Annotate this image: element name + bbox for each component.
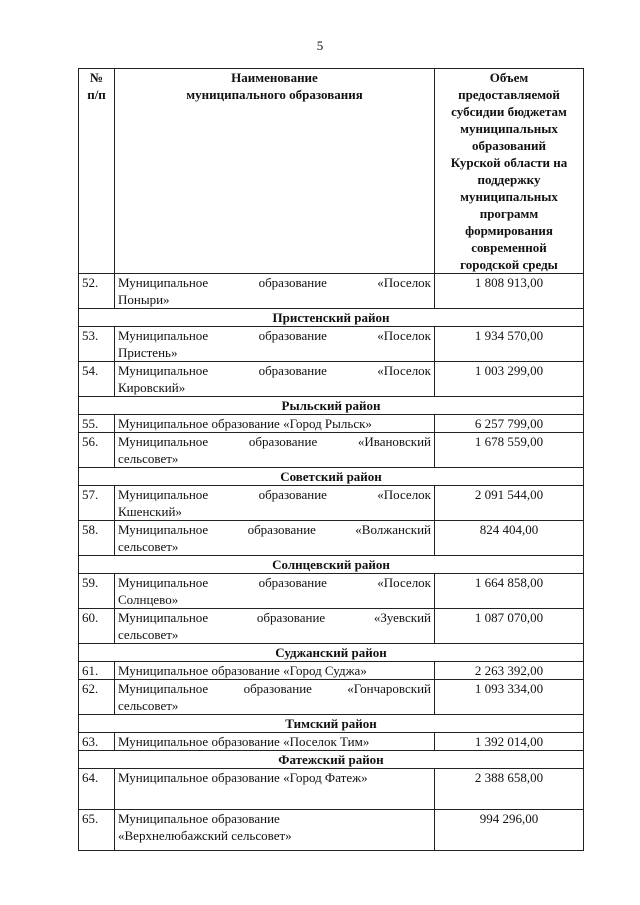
row-number: 63. [79, 733, 115, 751]
region-row [79, 309, 584, 327]
header-volume-line: муниципальных [460, 121, 558, 136]
header-volume-line: субсидии бюджетам [451, 104, 567, 119]
region-row [79, 556, 584, 574]
subsidy-amount: 1 808 913,00 [435, 274, 584, 309]
subsidy-amount: 1 934 570,00 [435, 327, 584, 362]
table-row [79, 362, 584, 397]
name-word: образование [258, 328, 327, 343]
subsidy-amount: 2 388 658,00 [435, 769, 584, 810]
table-row [79, 433, 584, 468]
name-word: образование [258, 575, 327, 590]
municipality-name: Муниципальное образование «Город Фатеж» [115, 769, 435, 810]
name-word: образование [248, 434, 318, 449]
municipality-name: Муниципальное образование «Город Суджа» [115, 662, 435, 680]
subsidy-amount: 824 404,00 [435, 521, 584, 556]
row-number: 54. [79, 362, 115, 397]
row-number: 65. [79, 810, 115, 851]
name-line2: Солнцево» [118, 592, 179, 607]
name-line1: Муниципальное образование [118, 811, 280, 826]
header-volume-line: Курской области на [450, 155, 568, 170]
municipality-name [115, 433, 435, 468]
name-word: образование [247, 522, 316, 537]
name-word: Муниципальное [118, 363, 209, 378]
name-word: Муниципальное [118, 610, 209, 625]
header-name-line1: Наименование [231, 70, 318, 85]
name-word: образование [258, 275, 327, 290]
header-volume-line: Объем [489, 70, 529, 85]
table-row [79, 486, 584, 521]
row-number: 58. [79, 521, 115, 556]
name-line2: Поныри» [118, 292, 170, 307]
name-word: «Гончаровский [347, 681, 431, 696]
region-label: Советский район [79, 468, 584, 486]
region-label: Пристенский район [79, 309, 584, 327]
table-row [79, 680, 584, 715]
region-label: Рыльский район [79, 397, 584, 415]
table-row [79, 274, 584, 309]
municipality-name [115, 362, 435, 397]
row-number: 62. [79, 680, 115, 715]
page-number: 5 [316, 38, 324, 53]
name-word: «Волжанский [355, 522, 431, 537]
row-number: 61. [79, 662, 115, 680]
municipality-name: Муниципальное образование «Город Рыльск» [115, 415, 435, 433]
name-word: «Ивановский [357, 434, 431, 449]
municipality-name [115, 521, 435, 556]
municipality-name [115, 574, 435, 609]
region-row [79, 715, 584, 733]
table-row [79, 327, 584, 362]
row-number: 59. [79, 574, 115, 609]
header-num-line2: п/п [87, 87, 106, 102]
row-number: 56. [79, 433, 115, 468]
header-name-column [115, 69, 435, 274]
region-label: Тимский район [79, 715, 584, 733]
row-number: 60. [79, 609, 115, 644]
header-volume-line: современной [471, 240, 547, 255]
table-row [79, 733, 584, 751]
region-row [79, 751, 584, 769]
name-word: Муниципальное [118, 681, 209, 696]
table-row [79, 415, 584, 433]
name-line2: сельсовет» [118, 451, 179, 466]
header-volume-line: программ [479, 206, 539, 221]
region-label: Фатежский район [79, 751, 584, 769]
row-number: 57. [79, 486, 115, 521]
table-row [79, 769, 584, 810]
header-volume-line: образований [471, 138, 547, 153]
name-line2: сельсовет» [118, 698, 179, 713]
subsidy-amount: 994 296,00 [435, 810, 584, 851]
municipality-name [115, 327, 435, 362]
name-word: «Поселок [377, 363, 431, 378]
name-word: «Поселок [377, 487, 431, 502]
header-name-line2: муниципального образования [186, 87, 363, 102]
name-word: «Зуевский [373, 610, 431, 625]
region-row [79, 397, 584, 415]
region-label: Суджанский район [79, 644, 584, 662]
subsidy-amount: 1 392 014,00 [435, 733, 584, 751]
header-volume-line: поддержку [477, 172, 541, 187]
municipality-name [115, 609, 435, 644]
subsidy-amount: 1 678 559,00 [435, 433, 584, 468]
subsidy-amount: 1 093 334,00 [435, 680, 584, 715]
row-number: 52. [79, 274, 115, 309]
region-row [79, 644, 584, 662]
subsidy-amount: 6 257 799,00 [435, 415, 584, 433]
subsidy-amount: 1 664 858,00 [435, 574, 584, 609]
table-row [79, 810, 584, 851]
header-volume-column [435, 69, 584, 274]
subsidy-amount: 2 263 392,00 [435, 662, 584, 680]
header-volume-line: формирования [465, 223, 553, 238]
name-word: образование [258, 487, 327, 502]
header-number-column [79, 69, 115, 274]
table-header-row [79, 69, 584, 274]
name-word: Муниципальное [118, 434, 209, 449]
table-row [79, 521, 584, 556]
subsidy-amount: 1 003 299,00 [435, 362, 584, 397]
name-word: «Поселок [377, 275, 431, 290]
name-line2: Пристень» [118, 345, 178, 360]
name-word: «Поселок [377, 575, 431, 590]
name-word: Муниципальное [118, 575, 209, 590]
header-volume-line: городской среды [460, 257, 558, 272]
name-word: Муниципальное [118, 522, 209, 537]
region-label: Солнцевский район [79, 556, 584, 574]
name-word: образование [256, 610, 326, 625]
subsidy-amount: 2 091 544,00 [435, 486, 584, 521]
municipality-name [115, 810, 435, 851]
name-word: Муниципальное [118, 487, 209, 502]
table-row [79, 574, 584, 609]
row-number: 55. [79, 415, 115, 433]
table-row [79, 662, 584, 680]
name-word: Муниципальное [118, 328, 209, 343]
name-line2: сельсовет» [118, 539, 179, 554]
row-number: 64. [79, 769, 115, 810]
subsidy-amount: 1 087 070,00 [435, 609, 584, 644]
name-line2: «Верхнелюбажский сельсовет» [118, 828, 292, 843]
name-word: Муниципальное [118, 275, 209, 290]
region-row [79, 468, 584, 486]
table-row [79, 609, 584, 644]
subsidy-table [78, 68, 584, 851]
municipality-name: Муниципальное образование «Поселок Тим» [115, 733, 435, 751]
header-num-line1: № [89, 70, 104, 85]
municipality-name [115, 274, 435, 309]
name-word: образование [243, 681, 312, 696]
municipality-name [115, 680, 435, 715]
row-number: 53. [79, 327, 115, 362]
name-word: образование [258, 363, 327, 378]
name-line2: сельсовет» [118, 627, 179, 642]
header-volume-line: предоставляемой [458, 87, 560, 102]
name-line2: Кировский» [118, 380, 186, 395]
name-word: «Поселок [377, 328, 431, 343]
municipality-name [115, 486, 435, 521]
header-volume-line: муниципальных [460, 189, 558, 204]
name-line2: Кшенский» [118, 504, 182, 519]
